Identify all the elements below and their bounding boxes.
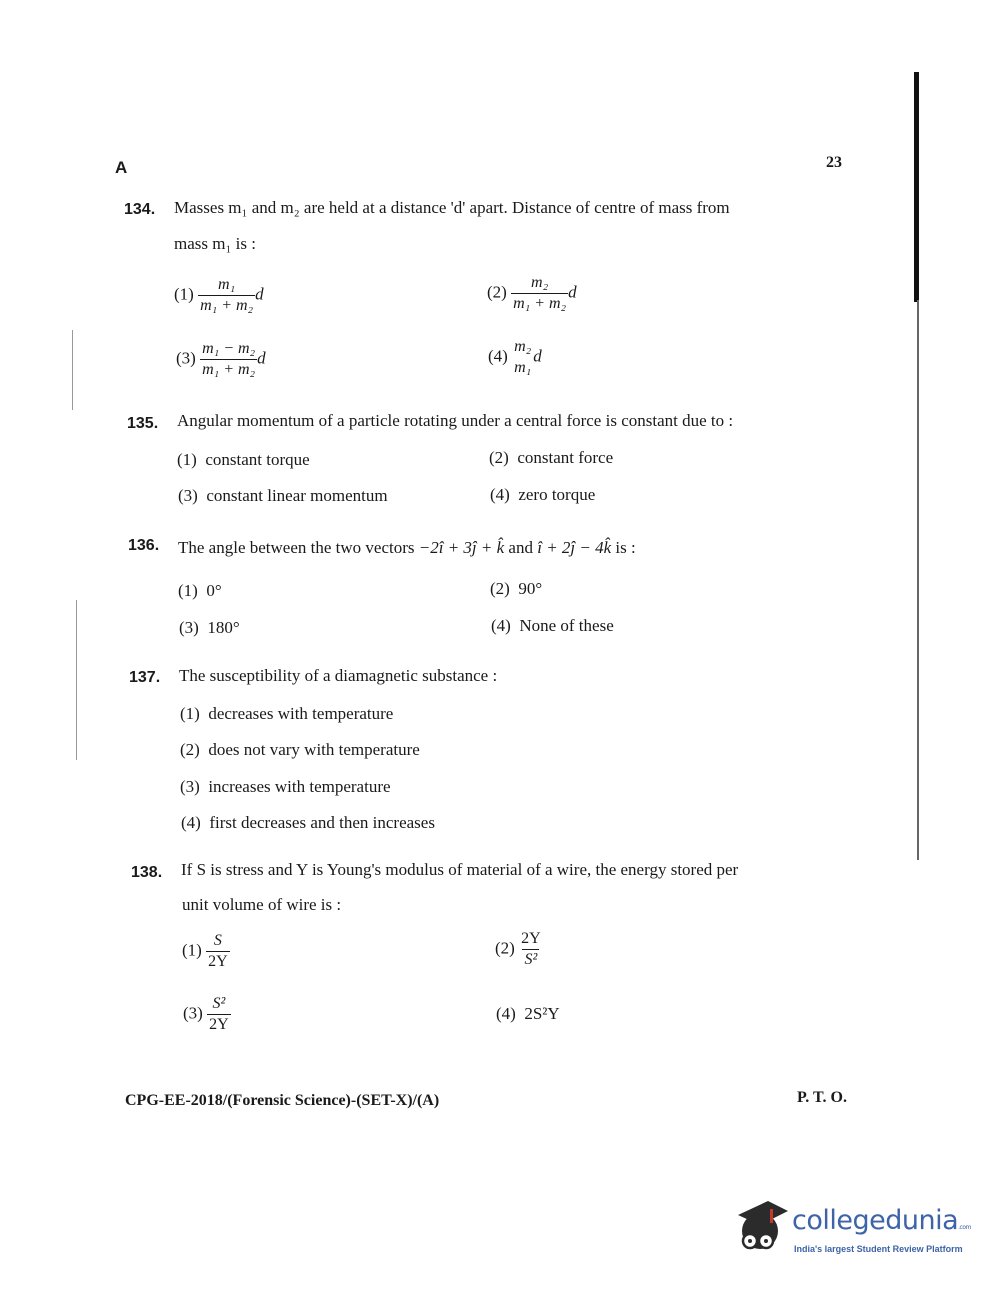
option-label: (2) bbox=[487, 282, 507, 302]
denominator: S² bbox=[524, 951, 538, 968]
exam-code: CPG-EE-2018/(Forensic Science)-(SET-X)/(A) bbox=[125, 1092, 440, 1109]
option-label: (1) bbox=[174, 284, 194, 304]
option-label: (3) bbox=[179, 618, 199, 637]
option-2 bbox=[489, 448, 613, 468]
option-1 bbox=[177, 450, 310, 470]
option-4 bbox=[490, 485, 595, 505]
option-3 bbox=[183, 995, 231, 1034]
scan-left-line bbox=[72, 330, 73, 410]
suffix: d bbox=[568, 282, 577, 302]
numerator: m₂ bbox=[531, 274, 549, 291]
denominator: m₁ + m₂ bbox=[200, 297, 254, 314]
question-text: The susceptibility of a diamagnetic substance : bbox=[179, 666, 498, 685]
scan-left-line-2 bbox=[76, 600, 77, 760]
option-4 bbox=[496, 1004, 560, 1024]
option-label: (2) bbox=[490, 579, 510, 598]
brand-name: collegedunia bbox=[792, 1205, 959, 1236]
collegedunia-watermark bbox=[730, 1195, 970, 1265]
page-number: 23 bbox=[826, 154, 842, 171]
numerator: S² bbox=[212, 995, 226, 1012]
question-text bbox=[178, 538, 636, 558]
option-4 bbox=[181, 813, 435, 833]
option-2 bbox=[180, 740, 420, 760]
vector-a: −2î + 3ĵ + k̂ bbox=[418, 538, 505, 557]
option-text: zero torque bbox=[518, 485, 596, 504]
option-4 bbox=[491, 616, 614, 636]
option-2 bbox=[490, 579, 542, 599]
fraction bbox=[207, 995, 231, 1034]
brand-suffix: .com bbox=[958, 1224, 971, 1231]
option-3 bbox=[176, 340, 266, 379]
numerator: m₂ bbox=[514, 338, 532, 355]
option-text: constant linear momentum bbox=[206, 486, 388, 505]
suffix: d bbox=[255, 284, 264, 304]
option-text: constant torque bbox=[205, 450, 310, 469]
option-text: first decreases and then increases bbox=[209, 813, 435, 832]
option-text: constant force bbox=[517, 448, 614, 467]
option-1 bbox=[174, 276, 264, 315]
set-letter: A bbox=[115, 158, 128, 177]
option-label: (1) bbox=[180, 704, 200, 723]
option-3 bbox=[179, 618, 240, 638]
option-text: 180° bbox=[207, 618, 240, 637]
numerator: 2Y bbox=[521, 930, 541, 947]
option-label: (4) bbox=[491, 616, 511, 635]
denominator: m₁ + m₂ bbox=[202, 361, 256, 378]
option-label: (4) bbox=[181, 813, 201, 832]
fraction bbox=[198, 276, 255, 315]
scan-edge-line bbox=[917, 300, 919, 860]
text-suffix: is : bbox=[615, 538, 636, 557]
question-text-continued: unit volume of wire is : bbox=[182, 895, 342, 914]
question-number: 134. bbox=[124, 201, 156, 218]
option-label: (4) bbox=[496, 1004, 516, 1023]
pto-marker: P. T. O. bbox=[797, 1089, 847, 1106]
option-label: (1) bbox=[182, 940, 202, 960]
option-text: 0° bbox=[206, 581, 222, 600]
option-label: (3) bbox=[183, 1003, 203, 1023]
numerator: m₁ bbox=[218, 276, 236, 293]
option-text: increases with temperature bbox=[208, 777, 391, 796]
numerator: m₁ − m₂ bbox=[202, 340, 256, 357]
question-number: 136. bbox=[128, 537, 160, 554]
option-label: (4) bbox=[490, 485, 510, 504]
numerator: S bbox=[213, 932, 222, 949]
question-text: If S is stress and Y is Young's modulus of material of a wire, the energy stored per bbox=[181, 860, 739, 879]
scan-edge-bar bbox=[914, 72, 919, 302]
option-text: does not vary with temperature bbox=[208, 740, 420, 759]
suffix: d bbox=[533, 346, 542, 366]
option-label: (3) bbox=[178, 486, 198, 505]
option-label: (2) bbox=[489, 448, 509, 467]
option-2 bbox=[495, 930, 543, 969]
option-text: 2S²Y bbox=[524, 1004, 560, 1023]
question-text: Masses m₁ and m₂ are held at a distance 'd' apart. Distance of centre of mass from bbox=[174, 198, 730, 217]
option-text: None of these bbox=[519, 616, 614, 635]
question-number: 138. bbox=[131, 864, 163, 881]
option-1 bbox=[180, 704, 393, 724]
option-4 bbox=[488, 338, 542, 377]
suffix: d bbox=[257, 348, 266, 368]
denominator: m₁ bbox=[514, 359, 532, 376]
question-number: 137. bbox=[129, 669, 161, 686]
option-label: (1) bbox=[178, 581, 198, 600]
conjunction: and bbox=[508, 538, 533, 557]
option-1 bbox=[182, 932, 230, 971]
option-label: (4) bbox=[488, 346, 508, 366]
text-prefix: The angle between the two vectors bbox=[178, 538, 415, 557]
fraction bbox=[519, 930, 543, 969]
option-label: (3) bbox=[176, 348, 196, 368]
fraction bbox=[200, 340, 257, 379]
denominator: 2Y bbox=[208, 953, 228, 970]
option-text: 90° bbox=[518, 579, 543, 598]
option-text: decreases with temperature bbox=[208, 704, 394, 723]
option-label: (2) bbox=[495, 938, 515, 958]
option-2 bbox=[487, 274, 577, 313]
fraction bbox=[206, 932, 230, 971]
option-1 bbox=[178, 581, 222, 601]
fraction bbox=[512, 338, 533, 377]
question-text-continued: mass m₁ is : bbox=[174, 234, 256, 253]
option-label: (3) bbox=[180, 777, 200, 796]
option-3 bbox=[180, 777, 391, 797]
denominator: 2Y bbox=[209, 1016, 229, 1033]
option-label: (2) bbox=[180, 740, 200, 759]
fraction bbox=[511, 274, 568, 313]
denominator: m₁ + m₂ bbox=[513, 295, 567, 312]
question-text: Angular momentum of a particle rotating under a central force is constant due to : bbox=[177, 411, 734, 430]
brand-tagline: India's largest Student Review Platform bbox=[794, 1244, 963, 1254]
option-label: (1) bbox=[177, 450, 197, 469]
question-number: 135. bbox=[127, 415, 159, 432]
mascot-icon bbox=[730, 1195, 792, 1261]
option-3 bbox=[178, 486, 388, 506]
vector-b: î + 2ĵ − 4k̂ bbox=[537, 538, 612, 557]
